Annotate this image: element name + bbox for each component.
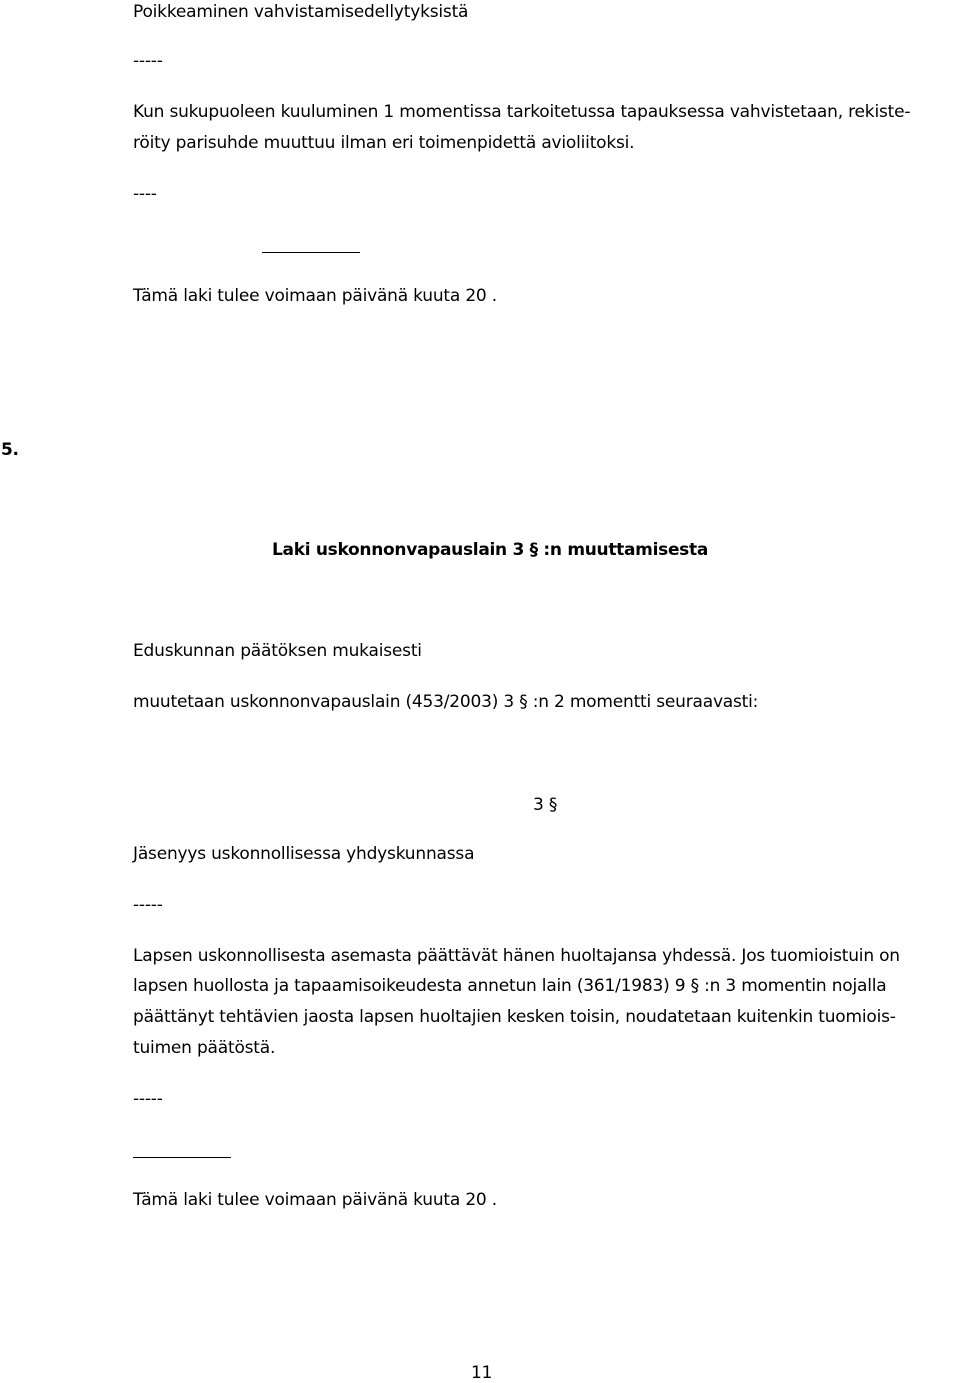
- section-heading: Jäsenyys uskonnollisessa yhdyskunnassa: [133, 844, 475, 864]
- omission-marker: -----: [133, 51, 163, 71]
- paragraph-line: päättänyt tehtävien jaosta lapsen huoltajien kesken toisin, noudatetaan kuitenkin tuomiois-: [133, 1007, 896, 1027]
- omission-marker: ----: [133, 184, 157, 204]
- law-title: Laki uskonnonvapauslain 3 § :n muuttamisesta: [272, 540, 708, 560]
- amendment-clause: muutetaan uskonnonvapauslain (453/2003) 3 § :n 2 momentti seuraavasti:: [133, 692, 759, 712]
- section-number: 3 §: [533, 795, 558, 815]
- entry-into-force-clause: Tämä laki tulee voimaan päivänä kuuta 20 .: [133, 286, 497, 306]
- omission-marker: -----: [133, 1089, 163, 1109]
- paragraph-line: röity parisuhde muuttuu ilman eri toimenpidettä avioliitoksi.: [133, 133, 635, 153]
- subsection-heading: Poikkeaminen vahvistamisedellytyksistä: [133, 2, 469, 22]
- paragraph-line: Kun sukupuoleen kuuluminen 1 momentissa tarkoitetussa tapauksessa vahvistetaan, rekiste-: [133, 102, 911, 122]
- omission-marker: -----: [133, 895, 163, 915]
- separator-rule: [262, 252, 360, 253]
- proposal-number: 5.: [1, 440, 19, 460]
- separator-rule: [133, 1157, 231, 1158]
- enacting-clause: Eduskunnan päätöksen mukaisesti: [133, 641, 422, 661]
- paragraph-line: lapsen huollosta ja tapaamisoikeudesta annetun lain (361/1983) 9 § :n 3 momentin nojalla: [133, 976, 887, 996]
- paragraph-line: tuimen päätöstä.: [133, 1038, 276, 1058]
- paragraph-line: Lapsen uskonnollisesta asemasta päättävät hänen huoltajansa yhdessä. Jos tuomioistuin on: [133, 946, 900, 966]
- page-number: 11: [471, 1363, 493, 1383]
- entry-into-force-clause: Tämä laki tulee voimaan päivänä kuuta 20 .: [133, 1190, 497, 1210]
